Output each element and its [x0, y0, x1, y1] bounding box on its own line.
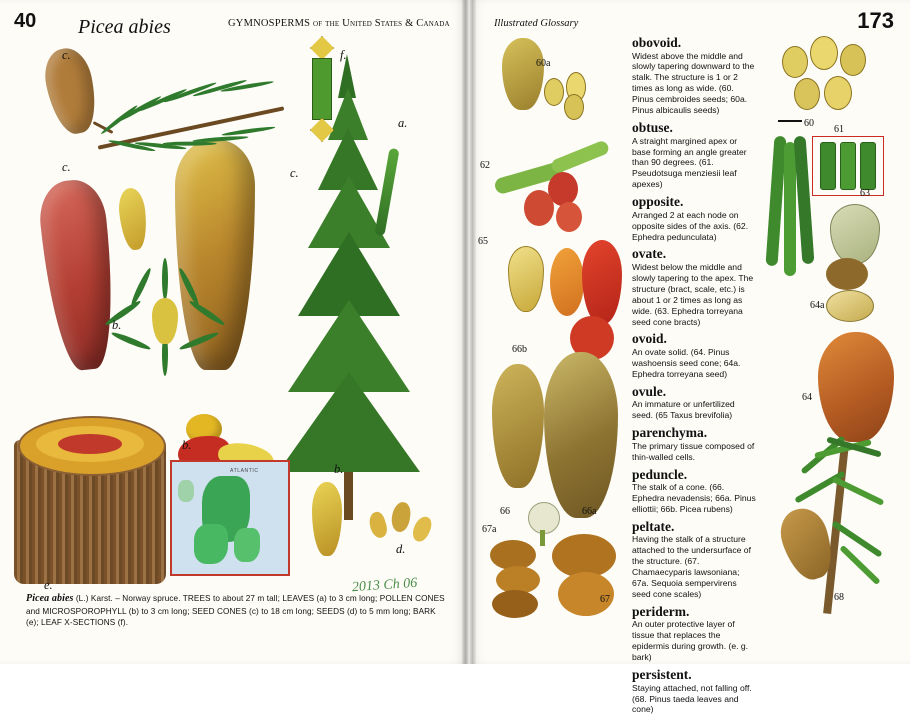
figure-61-leaves [816, 140, 878, 190]
distribution-map-inset [170, 460, 290, 576]
left-page [0, 0, 468, 664]
fig-label-67: 67 [600, 594, 610, 605]
glossary-term-ovule: ovule. [632, 383, 667, 399]
fig-label-64a: 64a [810, 300, 825, 311]
glossary-def-parenchyma: The primary tissue composed of thin-walled cells. [632, 440, 755, 462]
figure-label-b3: b. [334, 462, 344, 476]
book-gutter [462, 0, 476, 664]
glossary-def-ovate: Widest below the middle and slowly tapering to the apex. The structure (bract, scale, etc.) is about 1 or 2 times as long as wide. (63. Ephedra torreyana seed cone bracts) [632, 262, 754, 327]
map-landmass-3 [234, 528, 260, 562]
fig-label-60a: 60a [536, 58, 551, 69]
figure-66a-cone [544, 352, 618, 518]
figure-label-c1: c. [62, 48, 71, 62]
figure-63-bract-orange [550, 248, 584, 316]
fig-label-67a: 67a [482, 524, 497, 535]
pollen-cone-yellow [117, 187, 149, 251]
figure-label-c3: c. [290, 166, 299, 180]
fig-label-66: 66 [500, 506, 510, 517]
figure-label-e: e. [44, 578, 53, 592]
figure-60a-seeds [544, 72, 588, 118]
glossary-term-obtuse: obtuse. [632, 120, 673, 136]
glossary-def-ovoid: An ovate solid. (64. Pinus washoensis seed cone; 64a. Ephedra torreyana seed) [632, 347, 741, 379]
figure-66b-cone [492, 364, 544, 488]
figure-label-b1: b. [112, 318, 122, 332]
map-landmass-2 [194, 524, 228, 564]
figure-63-seed [830, 204, 880, 264]
fig-label-65: 65 [478, 236, 488, 247]
figure-long-leaves [768, 136, 814, 286]
glossary-term-peltate: peltate. [632, 518, 675, 534]
fig-label-63: 63 [860, 188, 870, 199]
glossary-term-peduncle: peduncle. [632, 466, 688, 482]
figure-60-seeds [780, 36, 876, 116]
figure-65-ovule [508, 246, 544, 312]
fig-label-62: 62 [480, 160, 490, 171]
map-ocean-label: ATLANTIC [230, 468, 259, 474]
figure-62-ephedra [494, 146, 624, 242]
artist-signature: 2013 Ch 06 [351, 575, 418, 596]
figure-60a-cone [502, 38, 544, 110]
figure-63-bract-brown [826, 258, 868, 290]
plate-caption [26, 592, 446, 628]
figure-67a-scales [490, 540, 546, 620]
fig-label-61: 61 [834, 124, 844, 135]
figure-64a-seed [826, 290, 874, 322]
glossary-term-periderm: periderm. [632, 603, 690, 619]
arrow-to-60 [778, 120, 802, 122]
glossary-term-ovoid: ovoid. [632, 331, 667, 347]
figure-67-cone [552, 534, 618, 626]
leaf-cross-sections [306, 36, 336, 156]
bark-stump [14, 412, 166, 584]
caption-species-name: Picea abies [26, 593, 74, 604]
running-head-right: Illustrated Glossary [494, 18, 579, 29]
figure-63-bract-red [582, 240, 622, 324]
fig-label-66b: 66b [512, 344, 527, 355]
glossary-def-obtuse: A straight margined apex or base forming an angle greater than 90 degrees. (61. Pseudotsuga menziesii leaf apexes) [632, 135, 747, 190]
figure-label-b2: b. [182, 438, 192, 452]
glossary-term-parenchyma: parenchyma. [632, 425, 708, 441]
botanical-plate [0, 30, 468, 596]
species-heading: Picea abies [78, 16, 171, 38]
glossary-figures-left [478, 34, 626, 630]
right-page [468, 0, 910, 715]
glossary-def-periderm: An outer protective layer of tissue that replaces the epidermis during growth. (e. g. bark) [632, 619, 749, 663]
running-head-left: GYMNOSPERMS of the United States & Canada [228, 18, 450, 29]
glossary-term-opposite: opposite. [632, 194, 684, 210]
page-number-right: 173 [857, 8, 894, 33]
glossary-figures-right [764, 32, 910, 632]
fig-label-68: 68 [834, 592, 844, 603]
page-number-left: 40 [14, 10, 37, 32]
figure-label-f: f. [340, 48, 347, 62]
figure-64-cone [818, 332, 894, 442]
glossary-def-obovoid: Widest above the middle and slowly tapering downward to the stalk. The structure is 1 or 2 times as long as wide. (60. Pinus cembroides seeds; 60a. Pinus albicaulis seeds) [632, 50, 755, 116]
pollen-cone-right [312, 482, 342, 556]
needle-rosette [108, 258, 228, 378]
figure-label-a: a. [398, 116, 408, 130]
figure-label-c2: c. [62, 160, 71, 174]
figure-label-d: d. [396, 542, 406, 556]
glossary-def-ovule: An immature or unfertilized seed. (65 Taxus brevifolia) [632, 399, 735, 421]
glossary-def-peduncle: The stalk of a cone. (66. Ephedra nevadensis; 66a. Pinus elliottii; 66b. Picea rubens) [632, 482, 756, 514]
caption-body: (L.) Karst. – Norway spruce. TREES to about 27 m tall; LEAVES (a) to 3 cm long; POLLEN CONES and MICROSPOROPHYLL (b) to 3 cm long; SEED CONES (c) to 18 cm long; SEEDS (d) to 5 mm long; BARK (e); LEAF X-SECTIONS (f). [26, 594, 445, 628]
glossary-column [632, 36, 756, 715]
glossary-def-persistent: Staying attached, not falling off. (68. Pinus taeda leaves and cone) [632, 682, 752, 715]
fig-label-64: 64 [802, 392, 812, 403]
glossary-def-peltate: Having the stalk of a structure attached to the undersurface of the structure. (67. Chamaecyparis lawsoniana; 67a. Sequoia sempervirens seed cone scales) [632, 534, 751, 599]
fig-label-66a: 66a [582, 506, 597, 517]
glossary-def-opposite: Arranged 2 at each node on opposite sides of the axis. (62. Ephedra pedunculata) [632, 209, 749, 242]
glossary-term-ovate: ovate. [632, 246, 667, 262]
glossary-term-obovoid: obovoid. [632, 35, 682, 50]
glossary-term-persistent: persistent. [632, 667, 692, 683]
fig-label-60: 60 [804, 118, 814, 129]
